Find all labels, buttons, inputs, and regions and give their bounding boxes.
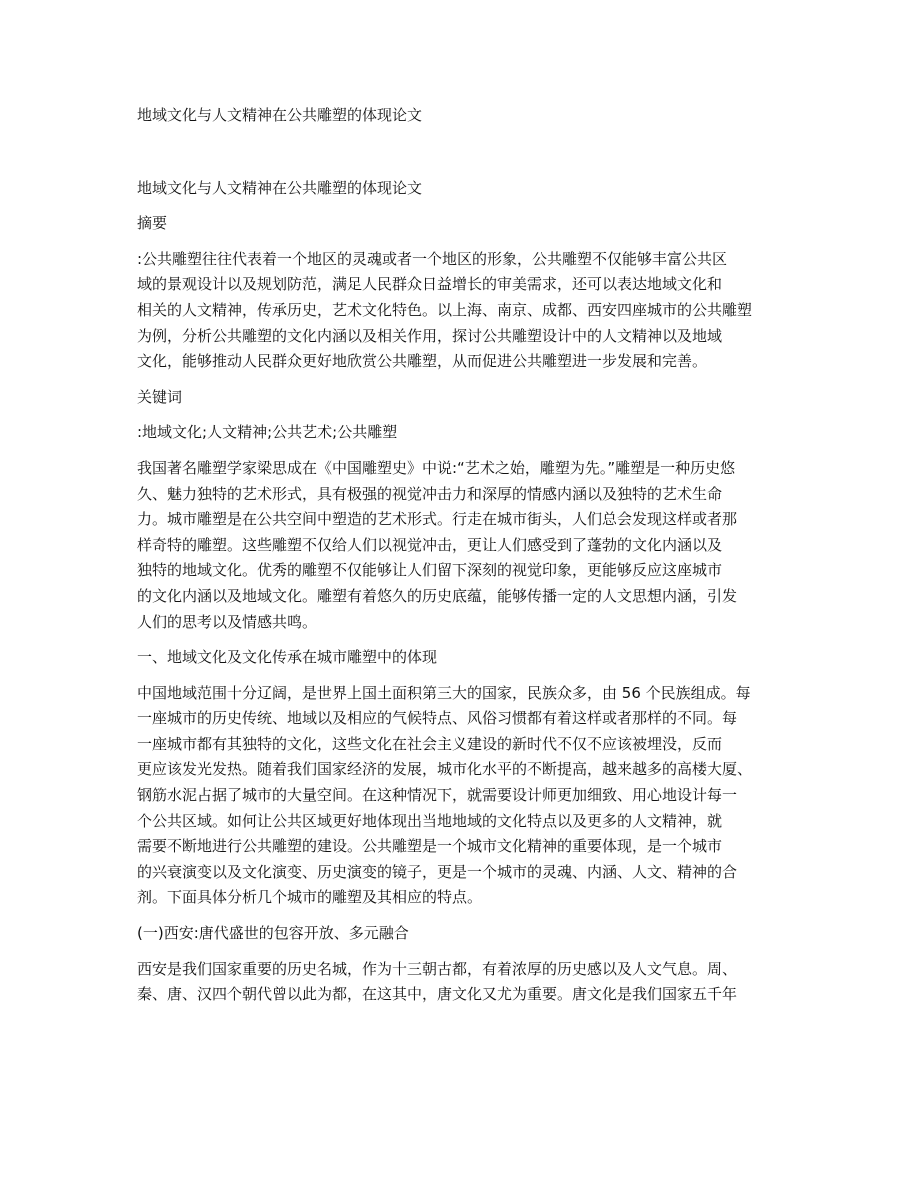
intro-line: 力。城市雕塑是在公共空间中塑造的艺术形式。行走在城市街头，人们总会发现这样或者那 [137,510,738,529]
abstract-line: 域的景观设计以及规划防范，满足人民群众日益增长的审美需求，还可以表达地域文化和 [137,275,723,294]
intro-line: 久、魅力独特的艺术形式，具有极强的视觉冲击力和深厚的情感内涵以及独特的艺术生命 [137,484,723,503]
intro-line: 我国著名雕塑学家梁思成在《中国雕塑史》中说:“艺术之始，雕塑为先。”雕塑是一种历史悠 [137,458,736,477]
abstract-line: 文化，能够推动人民群众更好地欣赏公共雕塑，从而促进公共雕塑进一步发展和完善。 [137,352,708,371]
abstract-line: :公共雕塑往往代表着一个地区的灵魂或者一个地区的形象，公共雕塑不仅能够丰富公共区 [137,249,728,268]
section-1-line: 更应该发光发热。随着我们国家经济的发展，城市化水平的不断提高，越来越多的高楼大厦、 [137,760,753,779]
subsection-1-line: 秦、唐、汉四个朝代曾以此为都，在这其中，唐文化又尤为重要。唐文化是我们国家五千年 [137,985,738,1004]
document-title: 地域文化与人文精神在公共雕塑的体现论文 [137,106,423,124]
subsection-1-paragraph [137,957,785,1008]
document-body [137,103,785,1008]
section-1-line: 剂。下面具体分析几个城市的雕塑及其相应的特点。 [137,888,483,907]
keywords-line: :地域文化;人文精神;公共艺术;公共雕塑 [137,423,398,442]
section-1-line: 一座城市的历史传统、地域以及相应的气候特点、风俗习惯都有着这样或者那样的不同。每 [137,709,738,728]
abstract-line: 相关的人文精神，传承历史，艺术文化特色。以上海、南京、成都、西安四座城市的公共雕塑 [137,300,753,319]
intro-line: 人们的思考以及情感共鸣。 [137,612,318,631]
intro-line: 的文化内涵以及地域文化。雕塑有着悠久的历史底蕴，能够传播一定的人文思想内涵，引发 [137,586,738,605]
intro-line: 独特的地域文化。优秀的雕塑不仅能够让人们留下深刻的视觉印象，更能够反应这座城市 [137,561,723,580]
abstract-paragraph [137,247,785,375]
section-1-line: 一座城市都有其独特的文化，这些文化在社会主义建设的新时代不仅不应该被埋没，反而 [137,734,723,753]
abstract-heading: 摘要 [137,214,168,233]
section-1-line: 中国地域范围十分辽阔，是世界上国土面积第三大的国家，民族众多，由 56 个民族组成。每 [137,683,751,702]
abstract-line: 为例，分析公共雕塑的文化内涵以及相关作用，探讨公共雕塑设计中的人文精神以及地域 [137,326,723,345]
keywords-heading: 关键词 [137,387,183,406]
section-1-line: 钢筋水泥占据了城市的大量空间。在这种情况下，就需要设计师更加细致、用心地设计每一 [137,786,738,805]
intro-line: 样奇特的雕塑。这些雕塑不仅给人们以视觉冲击，更让人们感受到了蓬勃的文化内涵以及 [137,535,723,554]
section-1-line: 的兴衰演变以及文化演变、历史演变的镜子，更是一个城市的灵魂、内涵、人文、精神的合 [137,862,738,881]
section-1-heading: 一、地域文化及文化传承在城市雕塑中的体现 [137,648,438,667]
document-subtitle: 地域文化与人文精神在公共雕塑的体现论文 [137,178,423,197]
subsection-1-line: 西安是我们国家重要的历史名城，作为十三朝古都，有着浓厚的历史感以及人文气息。周、 [137,959,738,978]
section-1-paragraph [137,681,785,911]
intro-paragraph [137,456,785,635]
subsection-1-heading: (一)西安:唐代盛世的包容开放、多元融合 [137,924,409,943]
section-1-line: 需要不断地进行公共雕塑的建设。公共雕塑是一个城市文化精神的重要体现，是一个城市 [137,837,723,856]
section-1-line: 个公共区域。如何让公共区域更好地体现出当地地域的文化特点以及更多的人文精神，就 [137,811,723,830]
